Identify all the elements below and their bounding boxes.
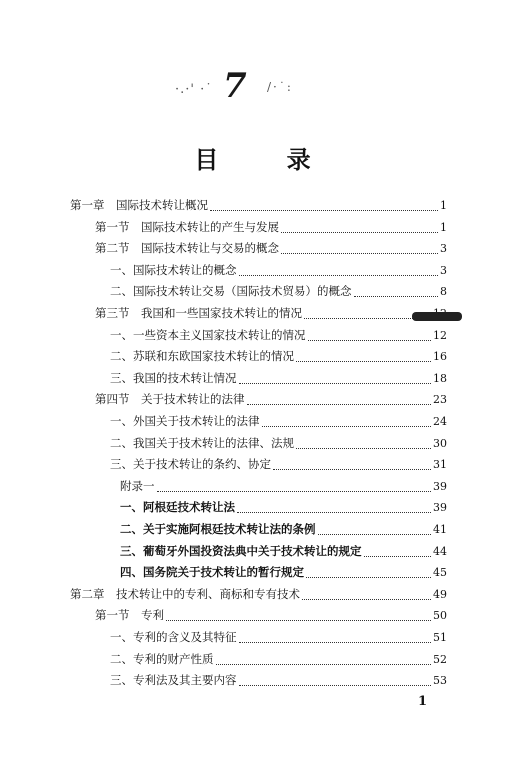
toc-entry[interactable] (110, 414, 447, 430)
toc-entry-page: 53 (433, 674, 447, 688)
toc-entry-page: 24 (433, 415, 447, 428)
toc-entry-page: 16 (433, 350, 447, 364)
toc-entry[interactable] (95, 608, 447, 624)
toc-entry-label: 二、专利的财产性质 (110, 651, 214, 666)
toc-entry-page: 8 (440, 285, 447, 299)
library-stamp (175, 68, 315, 116)
toc-entry-label: 第三节 我国和一些国家技术转让的情况 (95, 306, 302, 320)
toc-entry-label: 一、外国关于技术转让的法律 (110, 414, 260, 428)
toc-dot-leader (296, 439, 431, 449)
toc-entry-page: 51 (433, 631, 447, 644)
toc-entry-label: 第一节 国际技术转让的产生与发展 (95, 219, 279, 234)
toc-dot-leader (306, 568, 431, 578)
toc-entry-page: 39 (433, 501, 447, 515)
toc-entry-page: 44 (433, 544, 447, 558)
toc-dot-leader (157, 482, 432, 492)
toc-dot-leader (318, 525, 432, 535)
toc-entry[interactable] (95, 392, 447, 408)
toc-entry-label: 第四节 关于技术转让的法律 (95, 392, 245, 407)
toc-dot-leader (166, 611, 431, 621)
toc-entry-page: 41 (433, 523, 447, 536)
toc-entry-page: 39 (433, 479, 447, 493)
toc-entry-page: 31 (433, 458, 447, 472)
stamp-dots-right: /·˙: (267, 80, 293, 94)
toc-entry-page: 30 (433, 436, 447, 450)
toc-entry[interactable] (110, 328, 447, 344)
toc-entry-label: 第二节 国际技术转让与交易的概念 (95, 241, 279, 256)
toc-entry-label: 一、专利的含义及其特征 (110, 630, 237, 644)
toc-entry[interactable] (70, 198, 447, 214)
toc-entry[interactable] (120, 544, 447, 560)
toc-entry[interactable] (95, 241, 447, 257)
toc-dot-leader (239, 266, 439, 276)
toc-entry[interactable] (110, 371, 447, 387)
toc-dot-leader (281, 223, 438, 233)
toc-entry-page: 45 (433, 566, 447, 580)
toc-dot-leader (239, 633, 432, 643)
toc-entry-page: 18 (433, 371, 447, 385)
toc-entry-label: 三、葡萄牙外国投资法典中关于技术转让的规定 (120, 543, 362, 558)
toc-dot-leader (247, 395, 432, 405)
toc-entry-label: 二、国际技术转让交易（国际技术贸易）的概念 (110, 284, 352, 299)
toc-dot-leader (281, 244, 438, 254)
stamp-number: 7 (223, 66, 249, 106)
toc-entry[interactable] (110, 457, 447, 473)
toc-entry-page: 1 (440, 199, 447, 212)
toc-dot-leader (239, 676, 432, 686)
toc-entry-page: 49 (433, 587, 447, 601)
toc-entry-page: 12 (433, 328, 447, 342)
toc-dot-leader (273, 460, 431, 470)
toc-dot-leader (308, 331, 432, 341)
toc-entry-page: 52 (433, 652, 447, 666)
toc-entry-label: 三、专利法及其主要内容 (110, 673, 237, 688)
toc-entry-label: 二、我国关于技术转让的法律、法规 (110, 435, 294, 450)
toc-entry-label: 一、一些资本主义国家技术转让的情况 (110, 327, 306, 342)
toc-entry[interactable] (120, 522, 447, 538)
toc-entry-label: 第一章 国际技术转让概况 (70, 198, 208, 212)
toc-entry[interactable] (95, 220, 447, 236)
toc-entry[interactable] (110, 349, 447, 365)
toc-entry-label: 二、关于实施阿根廷技术转让法的条例 (120, 522, 316, 536)
toc-dot-leader (210, 201, 438, 211)
toc-entry-page: 3 (440, 263, 447, 277)
toc-entry-label: 一、阿根廷技术转让法 (120, 500, 235, 515)
toc-entry-page: 50 (433, 609, 447, 623)
page-title: 目 录 (194, 146, 341, 174)
toc-entry[interactable] (110, 284, 447, 300)
toc-entry[interactable] (110, 673, 447, 689)
toc-entry[interactable] (120, 500, 447, 516)
toc-entry[interactable] (120, 565, 447, 581)
toc-entry[interactable] (70, 587, 447, 603)
toc-entry-label: 三、关于技术转让的条约、协定 (110, 457, 271, 472)
toc-dot-leader (216, 655, 432, 665)
toc-entry-label: 一、国际技术转让的概念 (110, 262, 237, 277)
toc-entry[interactable] (110, 263, 447, 279)
toc-dot-leader (364, 547, 432, 557)
toc-entry[interactable] (110, 630, 447, 646)
toc-entry-label: 四、国务院关于技术转让的暂行规定 (120, 565, 304, 580)
toc-dot-leader (296, 352, 431, 362)
toc-entry[interactable] (95, 306, 447, 322)
toc-entry[interactable] (110, 436, 447, 452)
ink-smudge (412, 312, 462, 321)
stamp-dots-left: ·.·' ·˙ (175, 82, 213, 97)
toc-entry[interactable] (110, 652, 447, 668)
toc-entry-page: 3 (440, 242, 447, 256)
toc-entry-page: 1 (440, 220, 447, 234)
toc-entry-label: 附录一 (120, 478, 155, 493)
toc-entry[interactable] (120, 479, 447, 495)
toc-dot-leader (239, 374, 432, 384)
toc-entry-label: 第二章 技术转让中的专利、商标和专有技术 (70, 586, 300, 601)
toc-dot-leader (262, 417, 432, 427)
toc-entry-page: 23 (433, 393, 447, 407)
toc-dot-leader (237, 503, 431, 513)
toc-dot-leader (354, 287, 439, 297)
toc-entry-label: 第一节 专利 (95, 608, 164, 623)
toc-dot-leader (302, 590, 431, 600)
toc-entry-label: 二、苏联和东欧国家技术转让的情况 (110, 349, 294, 364)
page-number: 1 (418, 694, 428, 709)
toc-entry-label: 三、我国的技术转让情况 (110, 370, 237, 385)
